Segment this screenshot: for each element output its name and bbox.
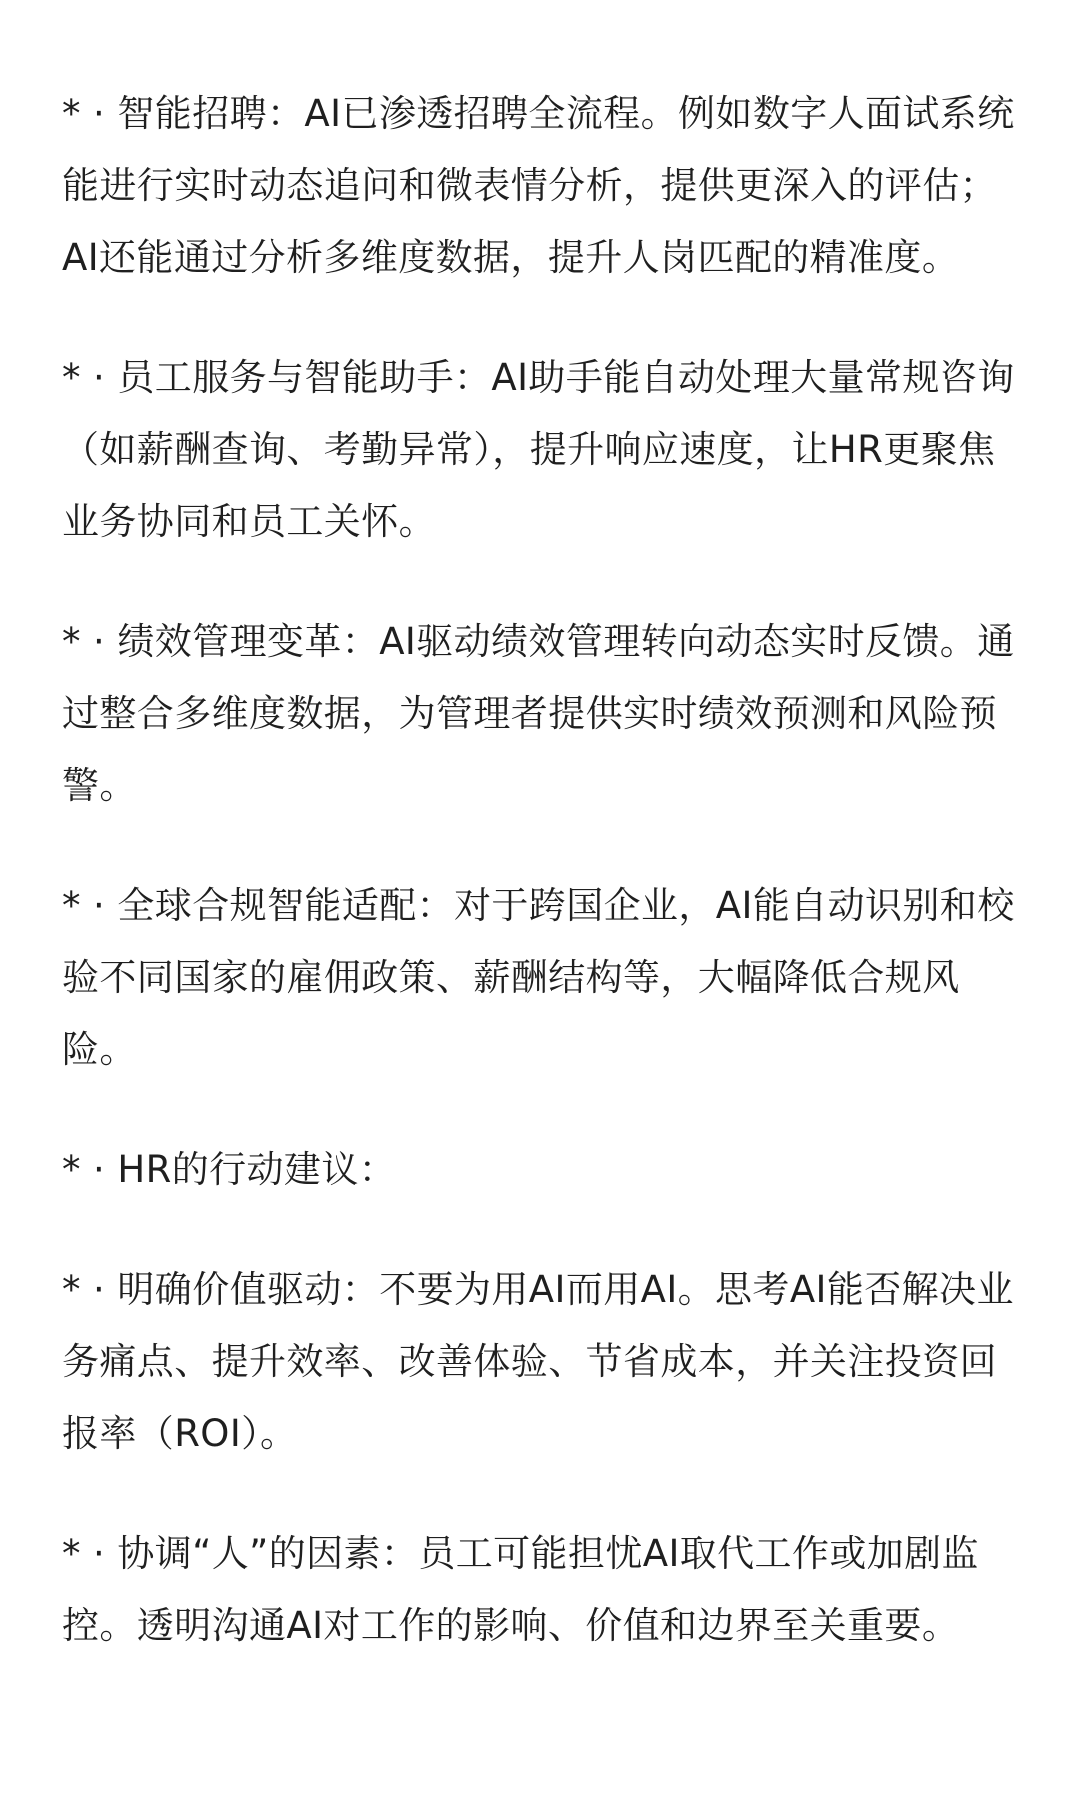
bullet-text: 协调“人”的因素：员工可能担忧AI取代工作或加剧监控。透明沟通AI对工作的影响、价值和边界至关重要。 <box>62 1532 979 1647</box>
bullet-item-smart-recruiting <box>62 78 1020 294</box>
bullet-marker: * · <box>62 1532 118 1575</box>
bullet-text: 智能招聘：AI已渗透招聘全流程。例如数字人面试系统能进行实时动态追问和微表情分析，提供更深入的评估；AI还能通过分析多维度数据，提升人岗匹配的精准度。 <box>62 92 1015 279</box>
bullet-item-hr-action-advice <box>62 1134 1020 1206</box>
bullet-item-human-factors <box>62 1518 1020 1662</box>
bullet-marker: * · <box>62 884 118 927</box>
bullet-marker: * · <box>62 620 118 663</box>
bullet-item-global-compliance <box>62 870 1020 1086</box>
bullet-item-value-driven <box>62 1254 1020 1470</box>
bullet-text: 员工服务与智能助手：AI助手能自动处理大量常规咨询（如薪酬查询、考勤异常），提升响应速度，让HR更聚焦业务协同和员工关怀。 <box>62 356 1015 543</box>
bullet-marker: * · <box>62 92 118 135</box>
bullet-text: HR的行动建议： <box>117 1148 397 1191</box>
bullet-text: 全球合规智能适配：对于跨国企业，AI能自动识别和校验不同国家的雇佣政策、薪酬结构等，大幅降低合规风险。 <box>62 884 1015 1071</box>
bullet-marker: * · <box>62 1148 118 1191</box>
bullet-item-employee-services <box>62 342 1020 558</box>
bullet-marker: * · <box>62 356 118 399</box>
bullet-marker: * · <box>62 1268 118 1311</box>
bullet-text: 绩效管理变革：AI驱动绩效管理转向动态实时反馈。通过整合多维度数据，为管理者提供实时绩效预测和风险预警。 <box>62 620 1015 807</box>
bullet-text: 明确价值驱动：不要为用AI而用AI。思考AI能否解决业务痛点、提升效率、改善体验、节省成本，并关注投资回报率（ROI）。 <box>62 1268 1014 1455</box>
bullet-item-performance-management <box>62 606 1020 822</box>
